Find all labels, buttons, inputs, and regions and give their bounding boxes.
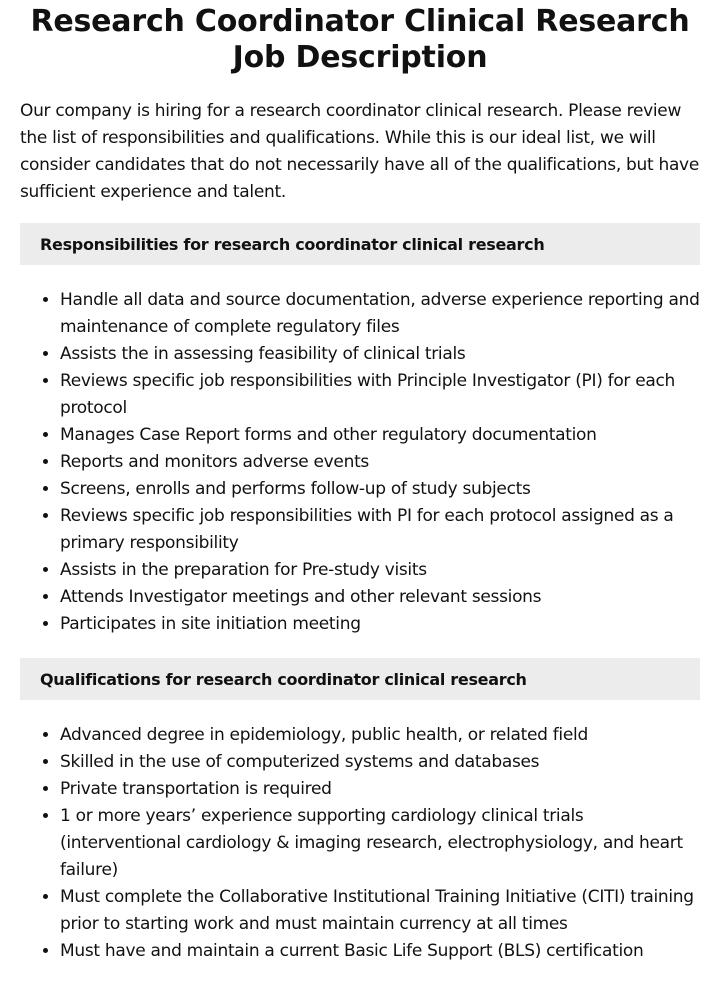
- list-item: • Assists the in assessing feasibility of clinical trials: [60, 341, 700, 368]
- list-item: • Reports and monitors adverse events: [60, 449, 700, 476]
- list-item: • Reviews specific job responsibilities with Principle Investigator (PI) for each protocol: [60, 368, 700, 422]
- list-item: • Reviews specific job responsibilities with PI for each protocol assigned as a primary responsibility: [60, 503, 700, 557]
- page-title: Research Coordinator Clinical Research Job Description: [30, 4, 690, 75]
- list-item: • Must complete the Collaborative Institutional Training Initiative (CITI) training prior to starting work and must maintain currency at all times: [60, 884, 700, 938]
- list-item: • Must have and maintain a current Basic Life Support (BLS) certification: [60, 938, 700, 965]
- list-item: • Advanced degree in epidemiology, public health, or related field: [60, 722, 700, 749]
- qualifications-list: [20, 722, 700, 965]
- responsibilities-heading: Responsibilities for research coordinator clinical research: [20, 223, 700, 265]
- list-item: • Private transportation is required: [60, 776, 700, 803]
- list-item: • Manages Case Report forms and other regulatory documentation: [60, 422, 700, 449]
- list-item: • Screens, enrolls and performs follow-up of study subjects: [60, 476, 700, 503]
- qualifications-heading: Qualifications for research coordinator clinical research: [20, 658, 700, 700]
- job-description-page: [0, 4, 720, 965]
- list-item: • Assists in the preparation for Pre-study visits: [60, 557, 700, 584]
- responsibilities-list: [20, 287, 700, 638]
- list-item: • Attends Investigator meetings and other relevant sessions: [60, 584, 700, 611]
- list-item: • 1 or more years’ experience supporting cardiology clinical trials (interventional cardiology & imaging research, electrophysiology, and heart failure): [60, 803, 700, 884]
- intro-paragraph: Our company is hiring for a research coordinator clinical research. Please review the list of responsibilities and qualifications. While this is our ideal list, we will consider candidates that do not necessarily have all of the qualifications, but have sufficient experience and talent.: [20, 101, 699, 202]
- list-item: • Skilled in the use of computerized systems and databases: [60, 749, 700, 776]
- list-item: • Handle all data and source documentation, adverse experience reporting and maintenance of complete regulatory files: [60, 287, 700, 341]
- list-item: • Participates in site initiation meeting: [60, 611, 700, 638]
